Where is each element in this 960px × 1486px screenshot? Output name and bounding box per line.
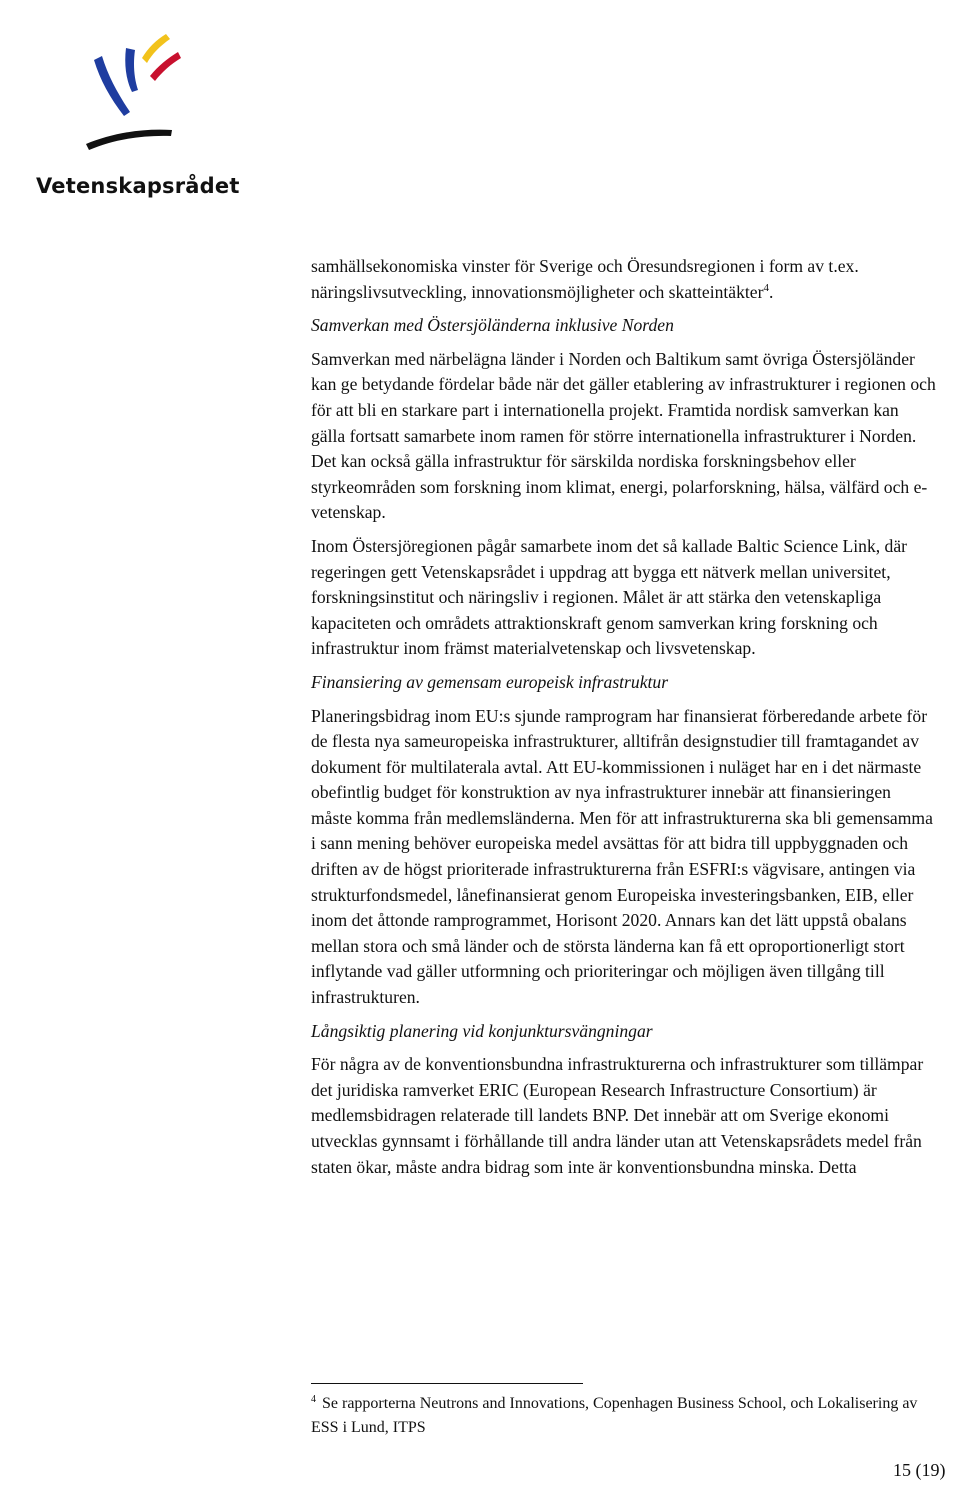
section-heading: Samverkan med Östersjöländerna inklusive Norden	[311, 315, 674, 336]
footnote-ref: 4	[763, 281, 769, 294]
intro-end: .	[768, 281, 774, 302]
paragraph: Inom Östersjöregionen pågår samarbete inom det så kallade Baltic Science Link, där regeringen gett Vetenskapsrådet i uppdrag att bygga ett nätverk mellan universitet, forskningsinstitut och näringsliv i regionen. Målet är att stärka den vetenskapliga kapaciteten och områdets attraktionskraft genom samverkan kring forskning och infrastruktur inom främst materialvetenskap och livsvetenskap.	[311, 535, 908, 659]
page-number: 15 (19)	[893, 1460, 946, 1480]
paragraph: Samverkan med närbelägna länder i Norden och Baltikum samt övriga Östersjöländer kan ge betydande fördelar både när det gäller etablering av infrastrukturer i regionen och för att bli en starkare part i internationella projekt. Framtida nordisk samverkan kan gälla fortsatt samarbete inom ramen för större internationella infrastrukturer i Norden. Det kan också gälla infrastruktur för särskilda nordiska forskningsbehov eller styrkeområden som forskning inom klimat, energi, polarforskning, hälsa, välfärd och e-vetenskap.	[311, 348, 936, 523]
section-heading: Långsiktig planering vid konjunktursvängningar	[311, 1020, 653, 1041]
intro-paragraph	[311, 254, 936, 305]
intro-text: samhällsekonomiska vinster för Sverige och Öresundsregionen i form av t.ex. näringslivsutveckling, innovationsmöjligheter och skatteintäkter	[311, 256, 859, 302]
vetenskapsradet-logo	[0, 0, 240, 245]
paragraph: För några av de konventionsbundna infrastrukturerna och infrastrukturer som tillämpar det juridiska ramverket ERIC (European Research Infrastructure Consortium) är medlemsbidragen relaterade till landets BNP. Det innebär att om Sverige ekonomi utvecklas gynnsamt i förhållande till andra länder utan att Vetenskapsrådets medel från staten ökar, måste andra bidrag som inte är konventionsbundna minska. Detta	[311, 1054, 924, 1177]
footnote-divider	[311, 1383, 583, 1384]
footnote-number: 4	[311, 1394, 316, 1405]
logo-emblem-icon	[80, 30, 190, 155]
section-heading: Finansiering av gemensam europeisk infrastruktur	[311, 671, 669, 692]
logo-wordmark: Vetenskapsrådet	[36, 174, 240, 198]
document-body	[311, 254, 936, 1188]
footnote-text: Se rapporterna Neutrons and Innovations, Copenhagen Business School, och Lokalisering av ESS i Lund, ITPS	[311, 1395, 918, 1436]
footnote	[311, 1392, 936, 1440]
paragraph: Planeringsbidrag inom EU:s sjunde ramprogram har finansierat förberedande arbete för de flesta nya sameuropeiska infrastrukturer, alltifrån designstudier till framtagandet av dokument för multilaterala avtal. Att EU-kommissionen i nuläget har en i det närmaste obefintlig budget för konstruktion av nya infrastrukturer innebär att finansieringen måste komma från medlemsländerna. Men för att infrastrukturerna ska bli gemensamma i sann mening behöver europeiska medel avsättas för att bidra till uppbyggnaden och driften av de högst prioriterade infrastrukturerna från ESFRI:s vägvisare, antingen via strukturfondsmedel, lånefinansierat genom Europeiska investeringsbanken, EIB, eller inom det åttonde ramprogrammet, Horisont 2020. Annars kan det lätt uppstå obalans mellan stora och små länder och de största länderna kan få ett oproportionerligt stort inflytande vad gäller utformning och prioriteringar och möjligen även tillgång till infrastrukturen.	[311, 705, 933, 1008]
